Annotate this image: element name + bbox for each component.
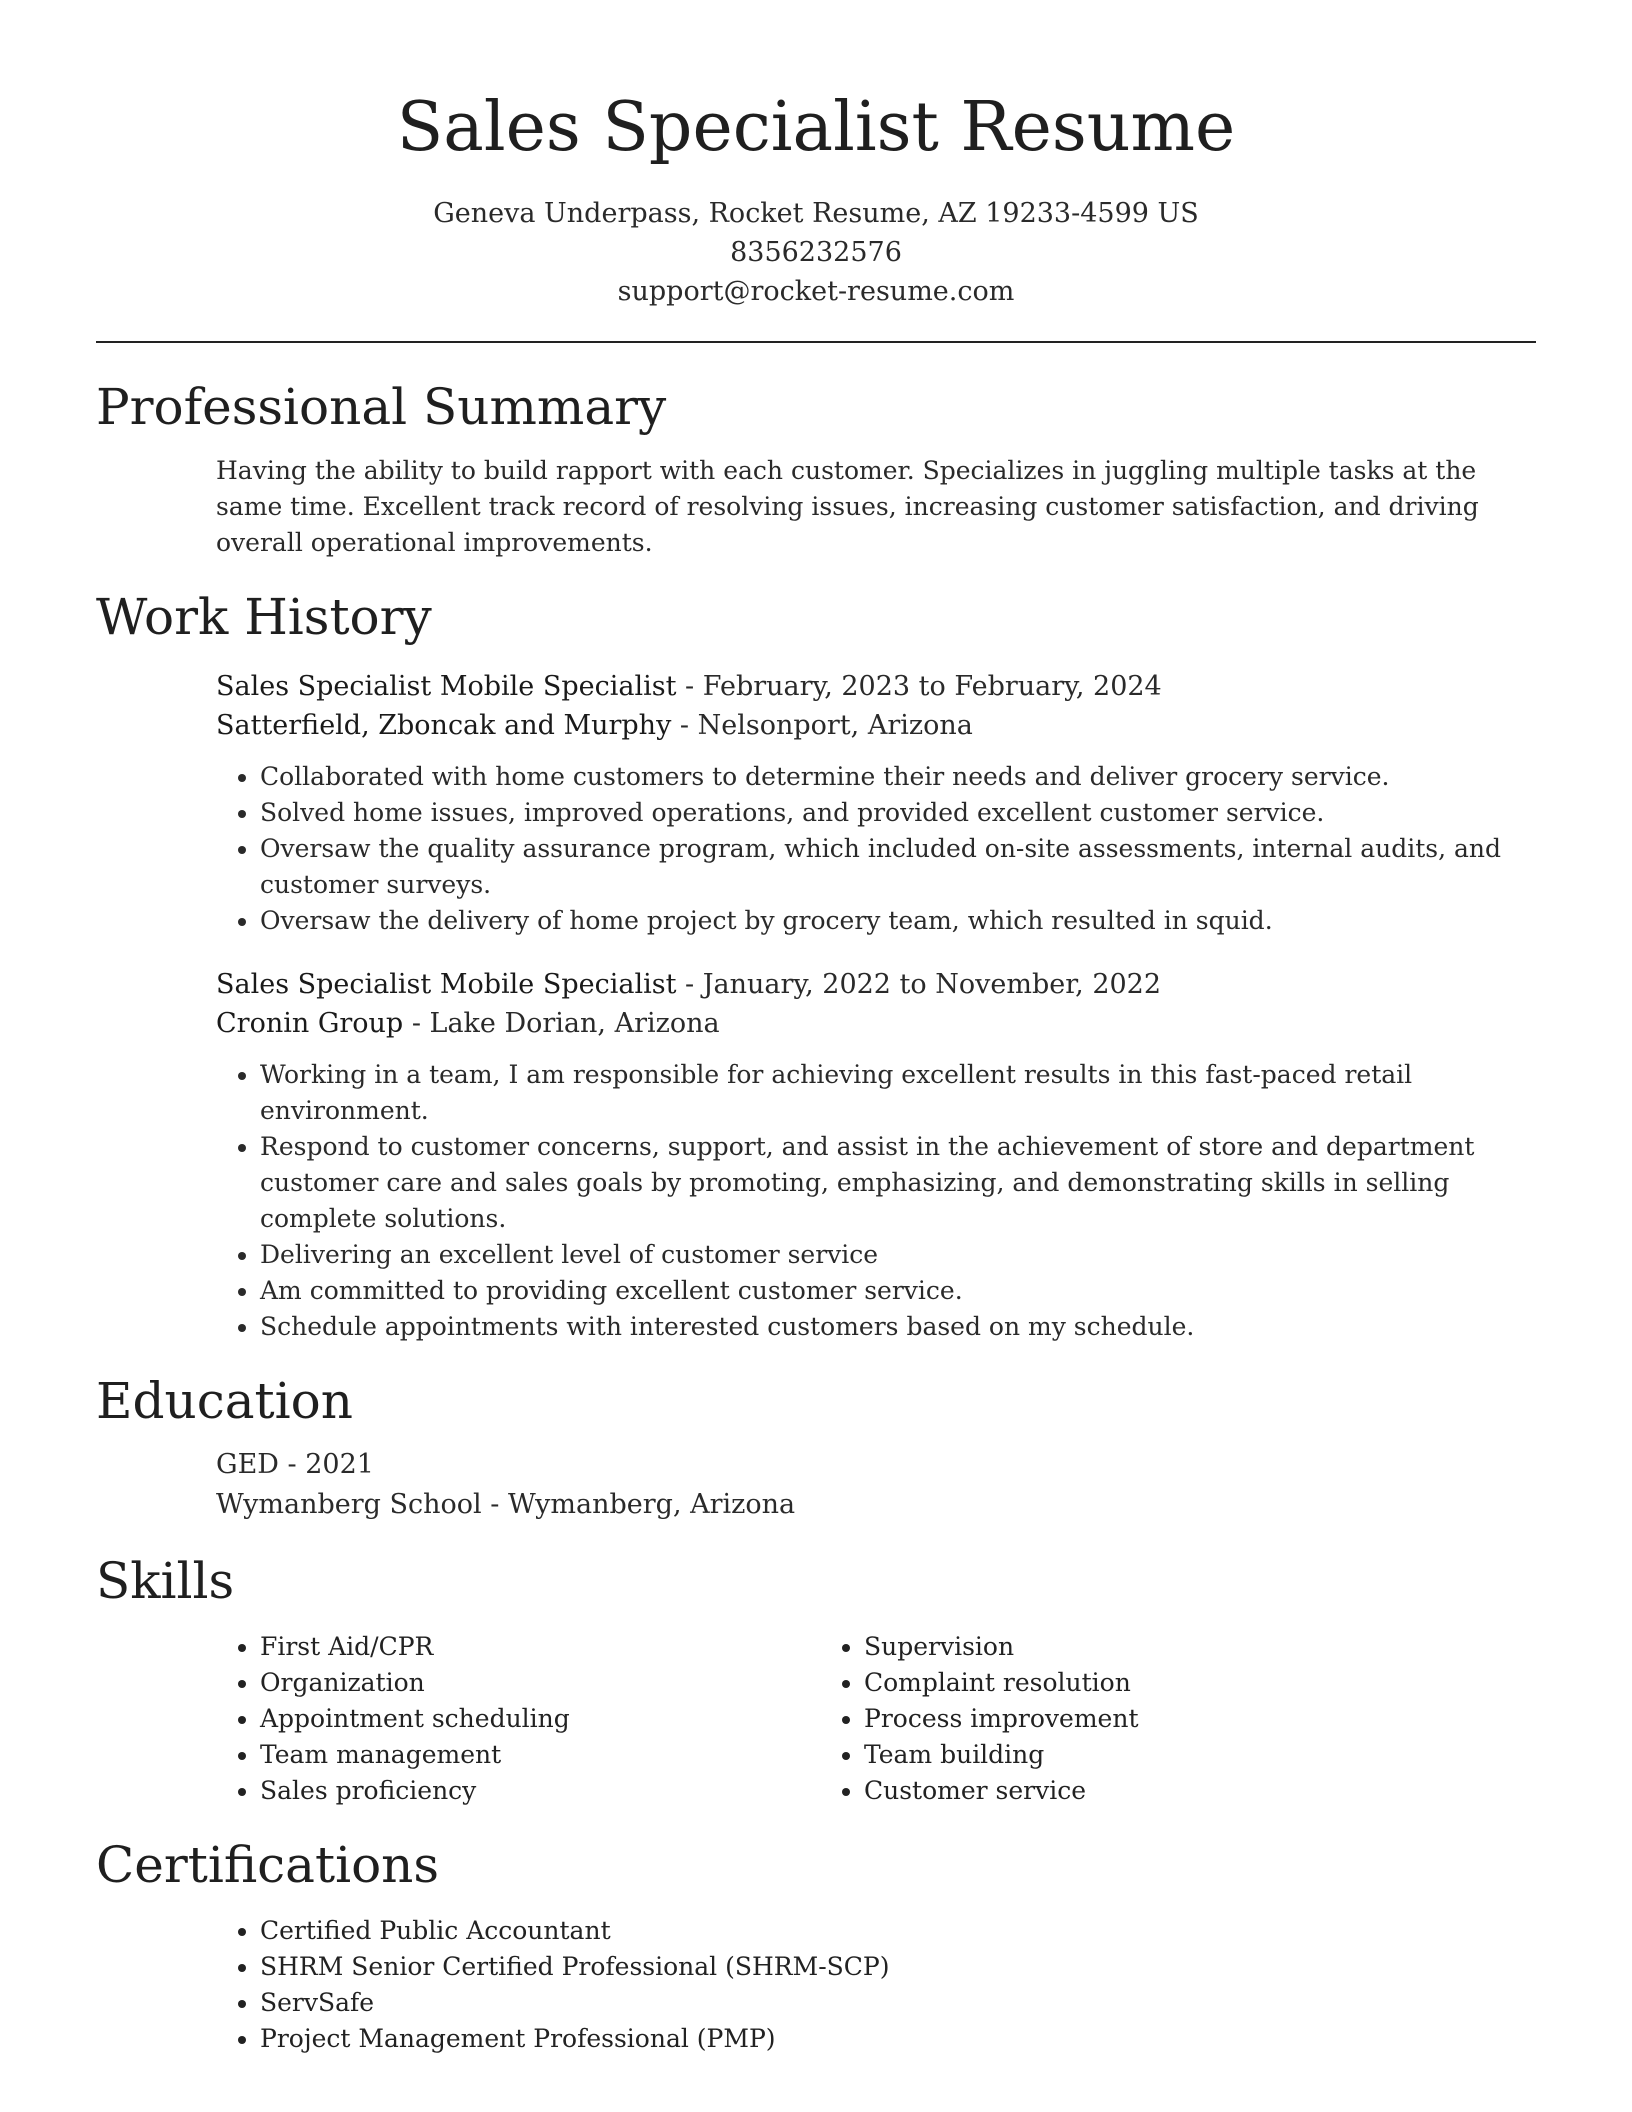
skill-item: • Team management	[260, 1737, 820, 1773]
education-school: Wymanberg School	[216, 1489, 482, 1520]
skill-item: • Complaint resolution	[864, 1665, 1424, 1701]
job-dates: - February, 2023 to February, 2024	[676, 671, 1162, 702]
contact-phone: 8356232576	[730, 237, 902, 268]
certification-item: • ServSafe	[260, 1985, 1536, 2021]
work-history-section	[96, 583, 1536, 1345]
summary-section	[96, 373, 1536, 561]
resume-title: Sales Specialist Resume	[396, 88, 1236, 167]
skills-list-right	[820, 1629, 1424, 1809]
education-year: - 2021	[278, 1449, 374, 1480]
job-entry	[216, 965, 1536, 1345]
job-title-line	[216, 667, 1536, 706]
education-degree-line	[216, 1445, 1536, 1485]
skills-columns	[216, 1629, 1536, 1809]
education-heading: Education	[96, 1372, 353, 1430]
certification-item: • SHRM Senior Certified Professional (SHRM-SCP)	[260, 1949, 1536, 1985]
job-role: Sales Specialist Mobile Specialist	[216, 969, 677, 1000]
summary-heading: Professional Summary	[96, 378, 667, 436]
job-company: Cronin Group	[216, 1008, 404, 1039]
job-duty-item: • Solved home issues, improved operations, and provided excellent customer service.	[260, 795, 1536, 831]
certification-item: • Certified Public Accountant	[260, 1913, 1536, 1949]
job-role: Sales Specialist Mobile Specialist	[216, 671, 677, 702]
job-duty-item: • Schedule appointments with interested customers based on my schedule.	[260, 1309, 1536, 1345]
job-duties	[216, 759, 1536, 939]
job-location: - Nelsonport, Arizona	[671, 710, 973, 741]
job-company-line	[216, 1004, 1536, 1043]
skills-list-left	[216, 1629, 820, 1809]
skill-item: • Sales proficiency	[260, 1773, 820, 1809]
skill-item: • Organization	[260, 1665, 820, 1701]
skills-heading: Skills	[96, 1552, 235, 1610]
job-company: Satterfield, Zboncak and Murphy	[216, 710, 672, 741]
education-section	[96, 1367, 1536, 1525]
certifications-section	[96, 1831, 1536, 2057]
skill-item: • First Aid/CPR	[260, 1629, 820, 1665]
job-duty-item: • Am committed to providing excellent customer service.	[260, 1273, 1536, 1309]
education-school-line	[216, 1485, 1536, 1525]
contact-address: Geneva Underpass, Rocket Resume, AZ 19233-4599 US	[433, 198, 1199, 229]
job-duty-item: • Working in a team, I am responsible for achieving excellent results in this fast-paced retail environment.	[260, 1057, 1536, 1129]
job-duty-item: • Oversaw the quality assurance program, which included on-site assessments, internal audits, and customer surveys.	[260, 831, 1536, 903]
work-history-heading: Work History	[96, 588, 432, 646]
skill-item: • Appointment scheduling	[260, 1701, 820, 1737]
job-duty-item: • Collaborated with home customers to determine their needs and deliver grocery service.	[260, 759, 1536, 795]
job-location: - Lake Dorian, Arizona	[403, 1008, 720, 1039]
skills-section	[96, 1547, 1536, 1809]
job-dates: - January, 2022 to November, 2022	[676, 969, 1162, 1000]
job-company-line	[216, 706, 1536, 745]
job-duty-item: • Delivering an excellent level of customer service	[260, 1237, 1536, 1273]
education-location: - Wymanberg, Arizona	[481, 1489, 796, 1520]
certifications-heading: Certifications	[96, 1836, 440, 1894]
skill-item: • Supervision	[864, 1629, 1424, 1665]
skill-item: • Team building	[864, 1737, 1424, 1773]
resume-header	[96, 0, 1536, 311]
header-divider	[96, 341, 1536, 343]
contact-info	[96, 194, 1536, 311]
skill-item: • Process improvement	[864, 1701, 1424, 1737]
job-duties	[216, 1057, 1536, 1345]
summary-text: Having the ability to build rapport with each customer. Specializes in juggling multiple tasks at the same time. Excellent track record of resolving issues, increasing customer satisfaction, and driving overall operational improvements.	[216, 456, 1479, 557]
education-degree: GED	[216, 1449, 279, 1480]
job-duty-item: • Respond to customer concerns, support, and assist in the achievement of store and department customer care and sales goals by promoting, emphasizing, and demonstrating skills in selling complete solutions.	[260, 1129, 1536, 1237]
job-entry	[216, 667, 1536, 939]
contact-email: support@rocket-resume.com	[617, 276, 1015, 307]
certification-item: • Project Management Professional (PMP)	[260, 2021, 1536, 2057]
job-title-line	[216, 965, 1536, 1004]
job-duty-item: • Oversaw the delivery of home project by grocery team, which resulted in squid.	[260, 903, 1536, 939]
certifications-list	[216, 1913, 1536, 2057]
skill-item: • Customer service	[864, 1773, 1424, 1809]
